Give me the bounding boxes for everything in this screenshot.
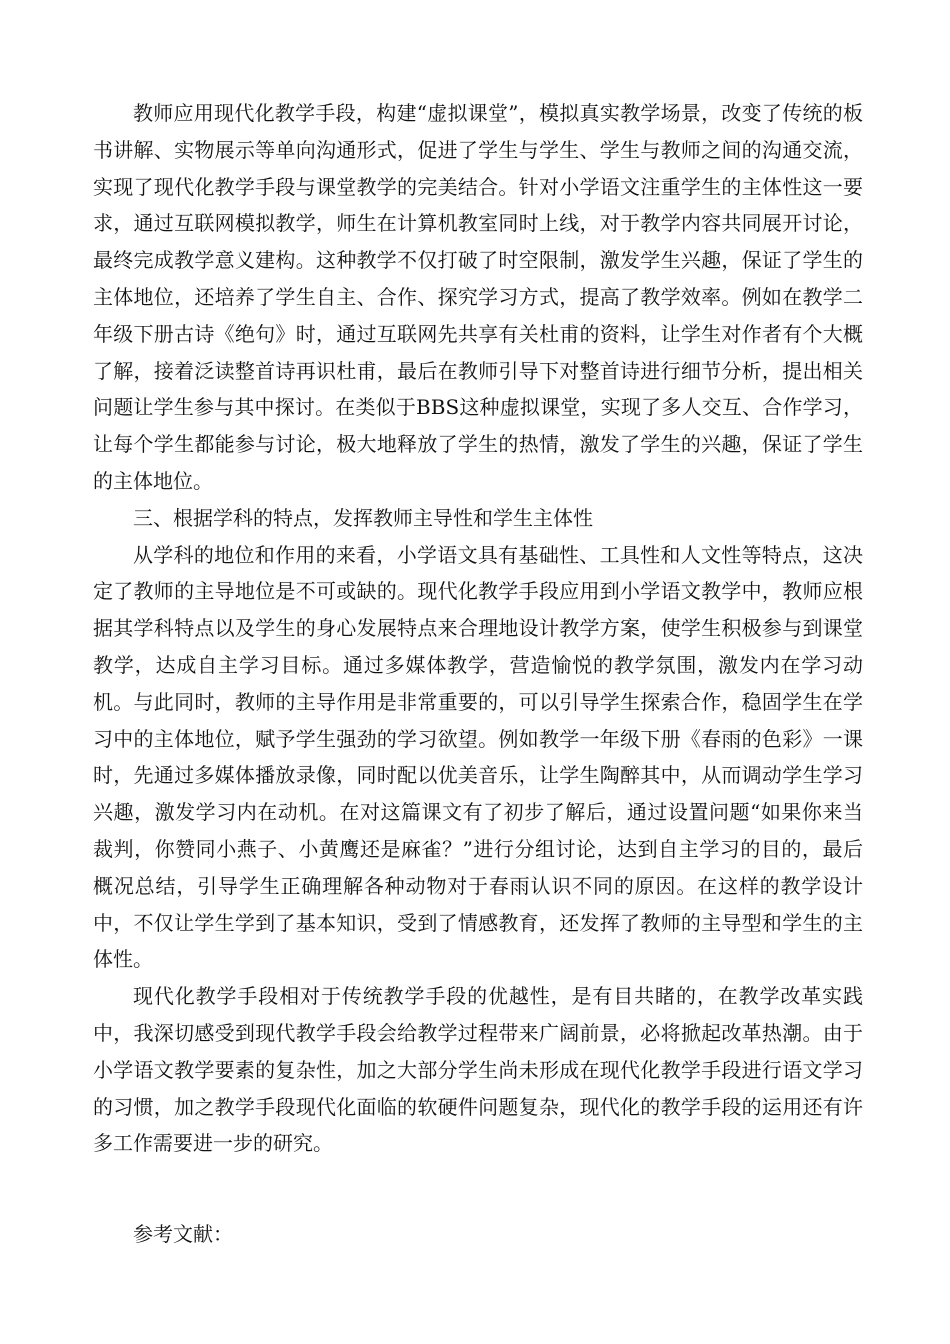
document-page (93, 95, 863, 1253)
paragraph-virtual-classroom: 教师应用现代化教学手段，构建“虚拟课堂”，模拟真实教学场景，改变了传统的板书讲解、实物展示等单向沟通形式，促进了学生与学生、学生与教师之间的沟通交流，实现了现代化教学手段与课堂教学的完美结合。针对小学语文注重学生的主体性这一要求，通过互联网模拟教学，师生在计算机教室同时上线，对于教学内容共同展开讨论，最终完成教学意义建构。这种教学不仅打破了时空限制，激发学生兴趣，保证了学生的主体地位，还培养了学生自主、合作、探究学习方式，提高了教学效率。例如在教学二年级下册古诗《绝句》时，通过互联网先共享有关杜甫的资料，让学生对作者有个大概了解，接着泛读整首诗再识杜甫，最后在教师引导下对整首诗进行细节分析，提出相关问题让学生参与其中探讨。在类似于BBS这种虚拟课堂，实现了多人交互、合作学习，让每个学生都能参与讨论，极大地释放了学生的热情，激发了学生的兴趣，保证了学生的主体地位。 (93, 101, 863, 493)
references-label: 参考文献： (133, 1222, 233, 1247)
paragraph-conclusion: 现代化教学手段相对于传统教学手段的优越性，是有目共睹的，在教学改革实践中，我深切感受到现代教学手段会给教学过程带来广阔前景，必将掀起改革热潮。由于小学语文教学要素的复杂性，加之大部分学生尚未形成在现代化教学手段进行语文学习的习惯，加之教学手段现代化面临的软硬件问题复杂，现代化的教学手段的运用还有许多工作需要进一步的研究。 (93, 984, 863, 1156)
section-heading: 三、根据学科的特点，发挥教师主导性和学生主体性 (133, 505, 593, 530)
paragraph-subject-features: 从学科的地位和作用的来看，小学语文具有基础性、工具性和人文性等特点，这决定了教师的主导地位是不可或缺的。现代化教学手段应用到小学语文教学中，教师应根据其学科特点以及学生的身心发展特点来合理地设计教学方案，使学生积极参与到课堂教学，达成自主学习目标。通过多媒体教学，营造愉悦的教学氛围，激发内在学习动机。与此同时，教师的主导作用是非常重要的，可以引导学生探索合作，稳固学生在学习中的主体地位，赋予学生强劲的学习欲望。例如教学一年级下册《春雨的色彩》一课时，先通过多媒体播放录像，同时配以优美音乐，让学生陶醉其中，从而调动学生学习兴趣，激发学习内在动机。在对这篇课文有了初步了解后，通过设置问题“如果你来当裁判，你赞同小燕子、小黄鹰还是麻雀？”进行分组讨论，达到自主学习的目的，最后概况总结，引导学生正确理解各种动物对于春雨认识不同的原因。在这样的教学设计中，不仅让学生学到了基本知识，受到了情感教育，还发挥了教师的主导型和学生的主体性。 (93, 542, 863, 972)
